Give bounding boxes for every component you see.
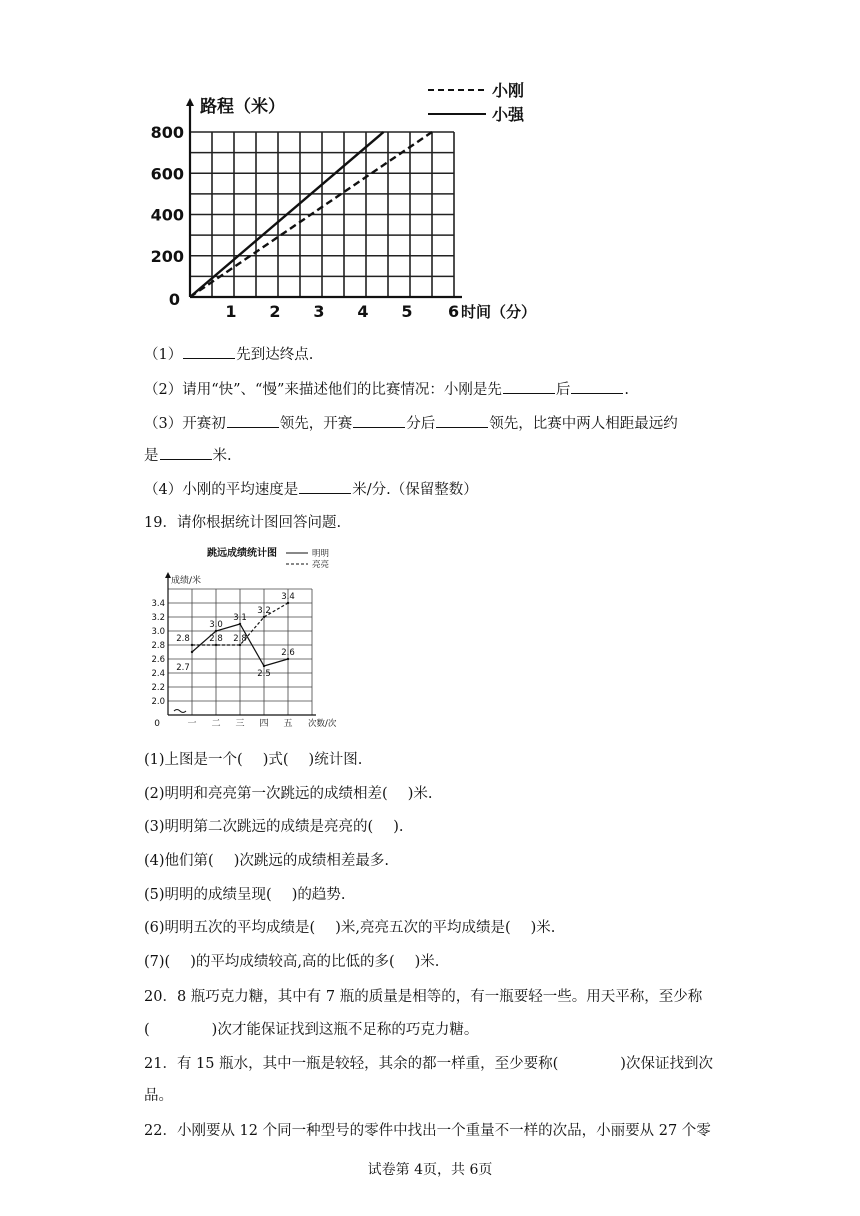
data-point <box>239 623 241 625</box>
chart2-data-labels <box>176 592 295 679</box>
q20-text: )次才能保证找到这瓶不足称的巧克力糖。 <box>211 1022 479 1038</box>
y-axis-label: 路程（米） <box>200 97 285 117</box>
data-point <box>263 665 265 667</box>
q19-item1 <box>144 750 362 770</box>
q19-i2-b: )米. <box>407 786 433 802</box>
data-point <box>239 644 241 646</box>
q19-i6-a: (6)明明五次的平均成绩是( <box>144 920 316 936</box>
q18-p1-text: 先到达终点. <box>236 347 314 363</box>
data-label: 3.2 <box>257 606 271 616</box>
y-tick-label: 200 <box>150 246 184 266</box>
x-tick-label: 三 <box>235 719 245 729</box>
answer-blank[interactable] <box>160 445 212 460</box>
q19-i7-c: )米. <box>414 954 440 970</box>
data-label: 2.8 <box>233 634 247 644</box>
q19-i4-b: )次跳远的成绩相差最多. <box>233 853 389 869</box>
y-axis-label: 成绩/米 <box>171 576 202 586</box>
data-label: 2.7 <box>176 663 190 673</box>
q18-p2-text2: 后 <box>555 382 571 398</box>
x-tick-label: 1 <box>225 302 237 321</box>
q21-line1 <box>144 1054 713 1074</box>
data-point <box>215 630 217 632</box>
chart2-legend <box>286 549 330 570</box>
y-tick-label: 3.2 <box>151 613 165 623</box>
y-axis-arrow <box>186 98 194 106</box>
q19-i7-a: (7)( <box>144 954 171 970</box>
q19-i3-a: (3)明明第二次跳远的成绩是亮亮的( <box>144 819 374 835</box>
q18-p2-end: . <box>624 382 629 398</box>
q19-i2-a: (2)明明和亮亮第一次跳远的成绩相差( <box>144 786 388 802</box>
q18-p3-text3: 分后 <box>406 416 436 432</box>
q18-part3-cont <box>144 445 232 466</box>
q21-text: 21．有 15 瓶水，其中一瓶是较轻，其余的都一样重，至少要称( <box>144 1056 559 1072</box>
q20-line2 <box>144 1020 478 1040</box>
q22-line1: 22．小刚要从 12 个同一种型号的零件中找出一个重量不一样的次品，小丽要从 27 个零 <box>144 1123 711 1139</box>
answer-blank[interactable] <box>503 379 555 394</box>
data-label: 3.1 <box>233 613 247 623</box>
axis-break-mark <box>174 710 186 713</box>
q18-p2-text: （2）请用“快”、“慢”来描述他们的比赛情况：小刚是先 <box>144 382 502 398</box>
q18-p3-text2: 领先，开赛 <box>279 416 353 432</box>
answer-blank[interactable] <box>183 344 235 359</box>
data-point <box>263 616 265 618</box>
answer-blank[interactable] <box>299 479 351 494</box>
page-footer: 试卷第 4页，共 6页 <box>367 1162 493 1178</box>
y-tick-label: 2.4 <box>151 669 165 679</box>
q18-p3-text: （3）开赛初 <box>144 416 226 432</box>
long-jump-chart <box>150 542 350 732</box>
legend-label: 小强 <box>492 105 525 124</box>
data-label: 2.5 <box>257 669 271 679</box>
q19-title: 19．请你根据统计图回答问题. <box>144 515 342 531</box>
x-tick-label: 6 <box>448 302 460 321</box>
y-tick-label: 400 <box>150 205 184 225</box>
data-label: 2.8 <box>209 634 223 644</box>
data-point <box>191 644 193 646</box>
x-tick-label: 4 <box>357 302 369 321</box>
q19-i1-a: (1)上图是一个( <box>144 752 243 768</box>
q18-part4 <box>144 479 478 500</box>
y-tick-label: 600 <box>150 164 184 184</box>
answer-blank[interactable] <box>571 379 623 394</box>
q19-i6-c: )米. <box>530 920 556 936</box>
x-tick-label: 5 <box>401 302 413 321</box>
q18-p4-text2: 米/分.（保留整数） <box>352 482 478 498</box>
q19-i7-b: )的平均成绩较高,高的比低的多( <box>190 954 395 970</box>
q19-item4 <box>144 851 389 871</box>
q19-i4-a: (4)他们第( <box>144 853 214 869</box>
y-tick-label: 2.6 <box>151 655 165 665</box>
answer-blank[interactable] <box>436 413 488 428</box>
q19-i5-b: )的趋势. <box>291 887 346 903</box>
data-point <box>287 658 289 660</box>
y-tick-label: 2.0 <box>151 697 165 707</box>
x-tick-label: 2 <box>269 302 281 321</box>
data-point <box>287 602 289 604</box>
q19-i6-b: )米,亮亮五次的平均成绩是( <box>335 920 511 936</box>
q20-paren-open: ( <box>144 1022 150 1038</box>
y-tick-label: 3.4 <box>151 599 165 609</box>
data-label: 3.0 <box>209 620 223 630</box>
q19-item2 <box>144 784 432 804</box>
x-axis-label: 时间（分） <box>461 303 537 321</box>
data-label: 3.4 <box>281 592 295 602</box>
chart1-grid <box>190 132 454 297</box>
q18-part3 <box>144 413 678 434</box>
q20-line1: 20．8 瓶巧克力糖，其中有 7 瓶的质量是相等的，有一瓶要轻一些。用天平称，至少称 <box>144 989 703 1005</box>
data-point <box>191 651 193 653</box>
q18-p4-text: （4）小刚的平均速度是 <box>144 482 299 498</box>
q18-p1-label: （1） <box>144 347 183 363</box>
origin-label: 0 <box>168 290 180 309</box>
q21-line2: 品。 <box>144 1088 173 1104</box>
answer-blank[interactable] <box>353 413 405 428</box>
y-tick-label: 800 <box>150 123 184 142</box>
origin-label: 0 <box>154 719 160 729</box>
x-tick-label: 3 <box>313 302 325 321</box>
x-tick-label: 一 <box>187 719 197 729</box>
q18-p3b-text2: 米. <box>212 448 232 464</box>
y-tick-label: 3.0 <box>151 627 165 637</box>
x-tick-label: 五 <box>283 719 293 729</box>
q21-text2: )次保证找到次 <box>620 1056 713 1072</box>
q19-item6 <box>144 918 555 938</box>
chart1-legend <box>428 81 525 124</box>
q18-part1 <box>144 344 313 365</box>
x-tick-label: 四 <box>259 719 269 729</box>
legend-label: 亮亮 <box>312 560 330 570</box>
q18-p3b-text: 是 <box>144 448 159 464</box>
q18-p3-text4: 领先，比赛中两人相距最远约 <box>489 416 678 432</box>
q18-part2 <box>144 379 629 400</box>
y-tick-label: 2.8 <box>151 641 165 651</box>
legend-label: 明明 <box>312 549 330 559</box>
chart2-axes <box>165 546 316 715</box>
q19-item7 <box>144 952 439 972</box>
q19-i3-b: ). <box>393 819 404 835</box>
data-label: 2.6 <box>281 648 295 658</box>
q19-item5 <box>144 885 345 905</box>
q19-i5-a: (5)明明的成绩呈现( <box>144 887 272 903</box>
x-axis-label: 次数/次 <box>308 719 337 729</box>
chart-title: 跳远成绩统计图 <box>207 548 277 559</box>
data-point <box>215 644 217 646</box>
q19-i1-b: )式( <box>262 752 289 768</box>
q19-i1-c: )统计图. <box>308 752 363 768</box>
data-label: 2.8 <box>176 634 190 644</box>
distance-time-chart <box>150 70 550 330</box>
y-tick-label: 2.2 <box>151 683 165 693</box>
q19-item3 <box>144 817 403 837</box>
x-tick-label: 二 <box>211 719 221 729</box>
chart1-axes <box>186 96 462 297</box>
legend-label: 小刚 <box>492 81 525 100</box>
answer-blank[interactable] <box>227 413 279 428</box>
